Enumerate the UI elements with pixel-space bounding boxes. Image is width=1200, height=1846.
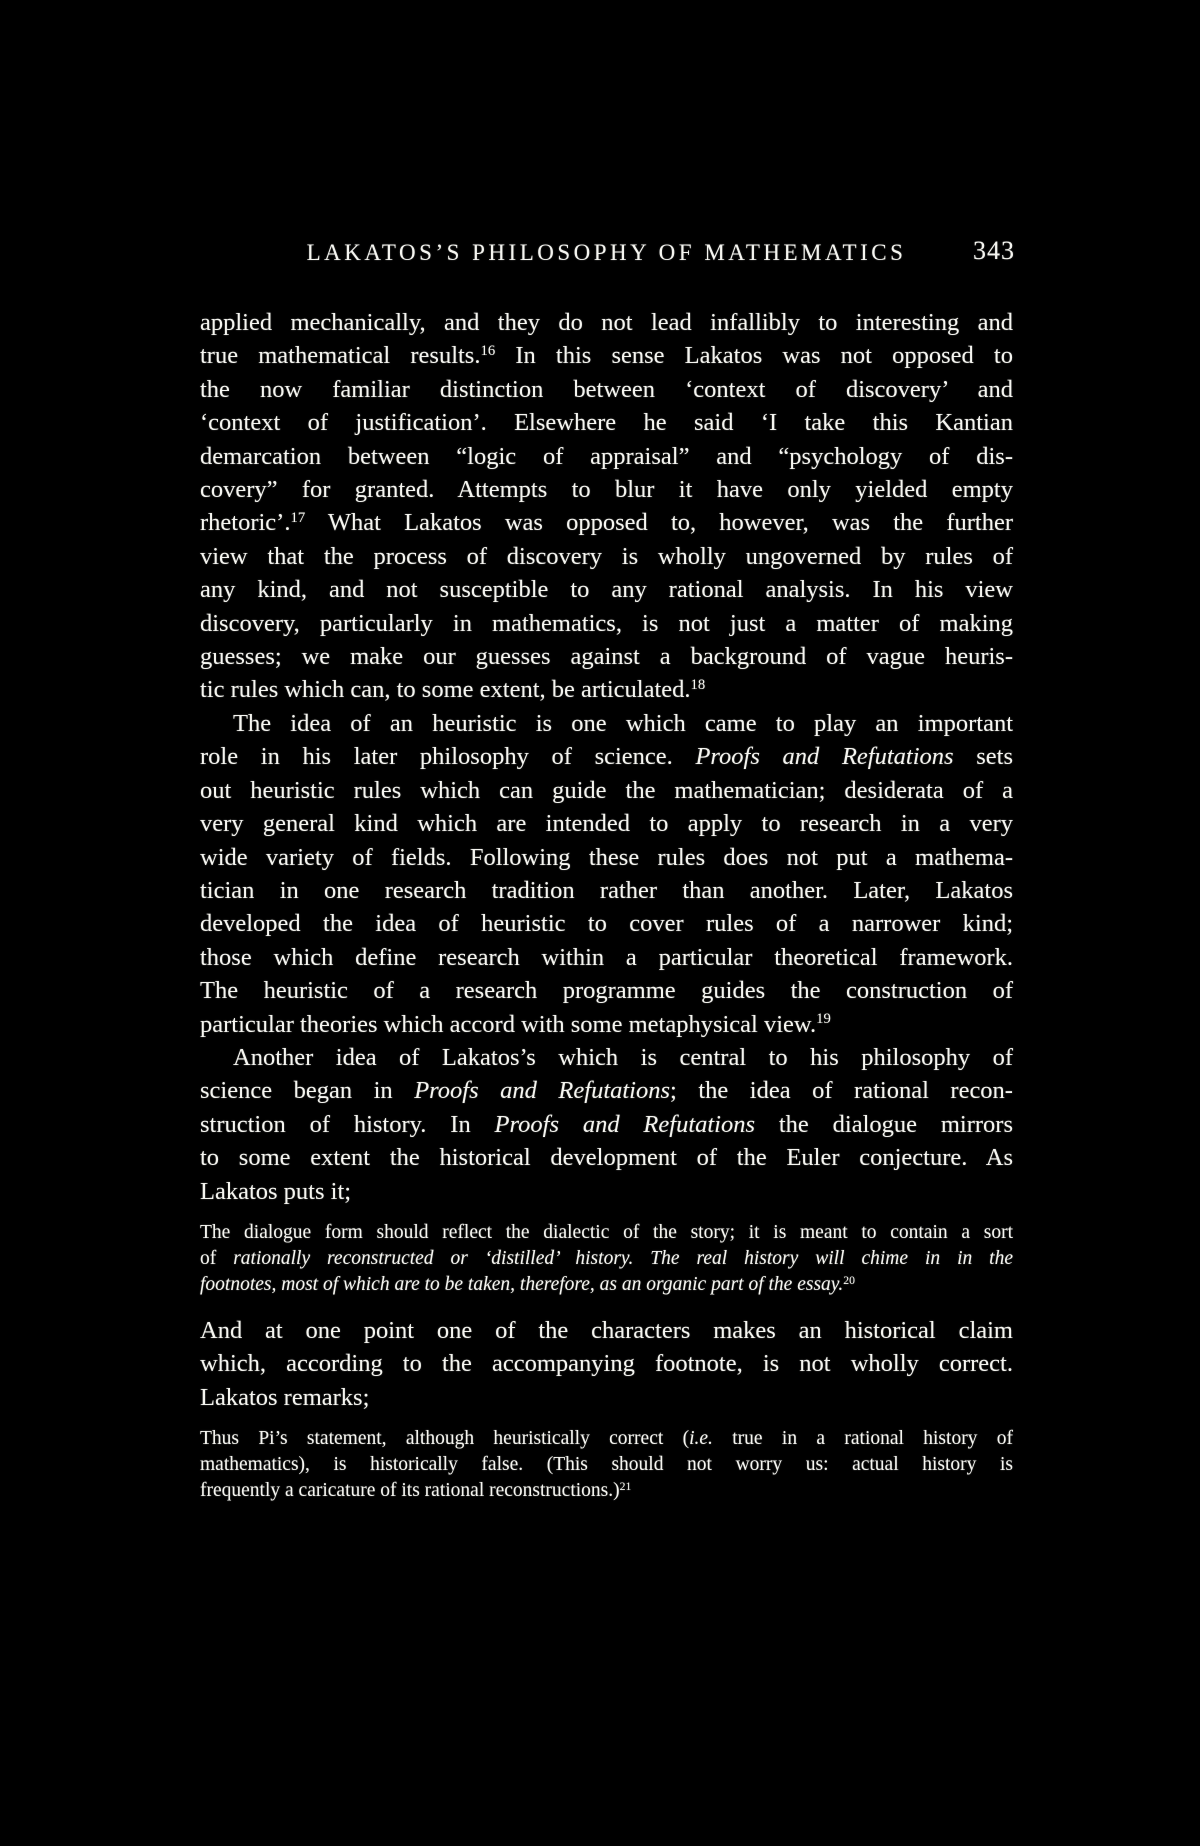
footnote-reference: 20	[843, 1273, 855, 1287]
text-line: Lakatos puts it;	[200, 1177, 352, 1205]
text-line: frequently a caricature of its rational reconstructions.)$^{21}$	[200, 1479, 632, 1502]
page-header	[200, 238, 1013, 268]
text-line: to some extent the historical development of the Euler conjecture. As	[200, 1144, 1013, 1172]
text-blocks	[200, 306, 1013, 1504]
text-line: rhetoric’.$^{17}$ What Lakatos was opposed to, however, was the further	[200, 509, 1013, 537]
footnote-reference: 17	[290, 510, 306, 527]
text-line: mathematics), is historically false. (This should not worry us: actual history is	[200, 1454, 1013, 1476]
page-number: 343	[973, 236, 1015, 265]
text-line: tician in one research tradition rather than another. Later, Lakatos	[200, 876, 1013, 904]
text-line: view that the process of discovery is wholly ungoverned by rules of	[200, 542, 1013, 570]
text-line: very general kind which are intended to apply to research in a very	[200, 810, 1013, 838]
block-quote	[200, 1220, 1013, 1298]
text-line: The idea of an heuristic is one which came to play an important	[233, 709, 1013, 737]
paragraph	[200, 1314, 1013, 1414]
text-line: The heuristic of a research programme guides the construction of	[200, 977, 1013, 1005]
text-line: tic rules which can, to some extent, be articulated.$^{18}$	[200, 676, 706, 704]
text-line: demarcation between “logic of appraisal” and “psychology of dis-	[200, 442, 1013, 470]
text-line: particular theories which accord with some metaphysical view.$^{19}$	[200, 1010, 831, 1038]
text-line: role in his later philosophy of science. Proofs and Refutations sets	[200, 743, 1013, 771]
text-line: the now familiar distinction between ‘context of discovery’ and	[200, 375, 1013, 403]
footnote-reference: 21	[619, 1479, 632, 1493]
text-column	[200, 238, 1013, 1520]
text-line: The dialogue form should reflect the dialectic of the story; it is meant to contain a sort	[200, 1221, 1013, 1243]
text-line: those which define research within a particular theoretical framework.	[200, 943, 1013, 971]
block-quote	[200, 1426, 1013, 1504]
text-line: ‘context of justification’. Elsewhere he said ‘I take this Kantian	[200, 409, 1013, 437]
text-line: discovery, particularly in mathematics, is not just a matter of making	[200, 609, 1013, 637]
text-line: true mathematical results.$^{16}$ In this sense Lakatos was not opposed to	[200, 342, 1013, 370]
footnote-reference: 18	[690, 677, 706, 694]
text-line: struction of history. In Proofs and Refutations the dialogue mirrors	[200, 1110, 1013, 1138]
text-line: And at one point one of the characters makes an historical claim	[200, 1316, 1013, 1344]
paragraph	[200, 306, 1013, 707]
text-line: out heuristic rules which can guide the mathematician; desiderata of a	[200, 776, 1013, 804]
text-line: wide variety of fields. Following these rules does not put a mathema-	[200, 843, 1013, 871]
text-line: Lakatos remarks;	[200, 1383, 370, 1411]
text-line: covery” for granted. Attempts to blur it have only yielded empty	[200, 476, 1013, 504]
paragraph	[200, 707, 1013, 1041]
running-head-title: LAKATOS’S PHILOSOPHY OF MATHEMATICS	[306, 240, 907, 265]
text-line: developed the idea of heuristic to cover rules of a narrower kind;	[200, 910, 1013, 938]
text-line: applied mechanically, and they do not lead infallibly to interesting and	[200, 309, 1013, 336]
text-line: guesses; we make our guesses against a background of vague heuris-	[200, 643, 1013, 671]
text-line: Another idea of Lakatos’s which is central to his philosophy of	[233, 1043, 1013, 1071]
footnote-reference: 16	[480, 343, 496, 360]
text-line: which, according to the accompanying footnote, is not wholly correct.	[200, 1350, 1013, 1378]
footnote-reference: 19	[816, 1011, 831, 1028]
paragraph	[200, 1041, 1013, 1208]
text-line: of rationally reconstructed or ‘distilled’ history. The real history will chime in in the	[200, 1247, 1013, 1269]
text-line: footnotes, most of which are to be taken, therefore, as an organic part of the essay.$^{20}$	[200, 1273, 855, 1295]
text-line: any kind, and not susceptible to any rational analysis. In his view	[200, 576, 1013, 604]
text-line: science began in Proofs and Refutations; the idea of rational recon-	[200, 1077, 1013, 1105]
text-line: Thus Pi’s statement, although heuristically correct (i.e. true in a rational history of	[200, 1428, 1014, 1450]
